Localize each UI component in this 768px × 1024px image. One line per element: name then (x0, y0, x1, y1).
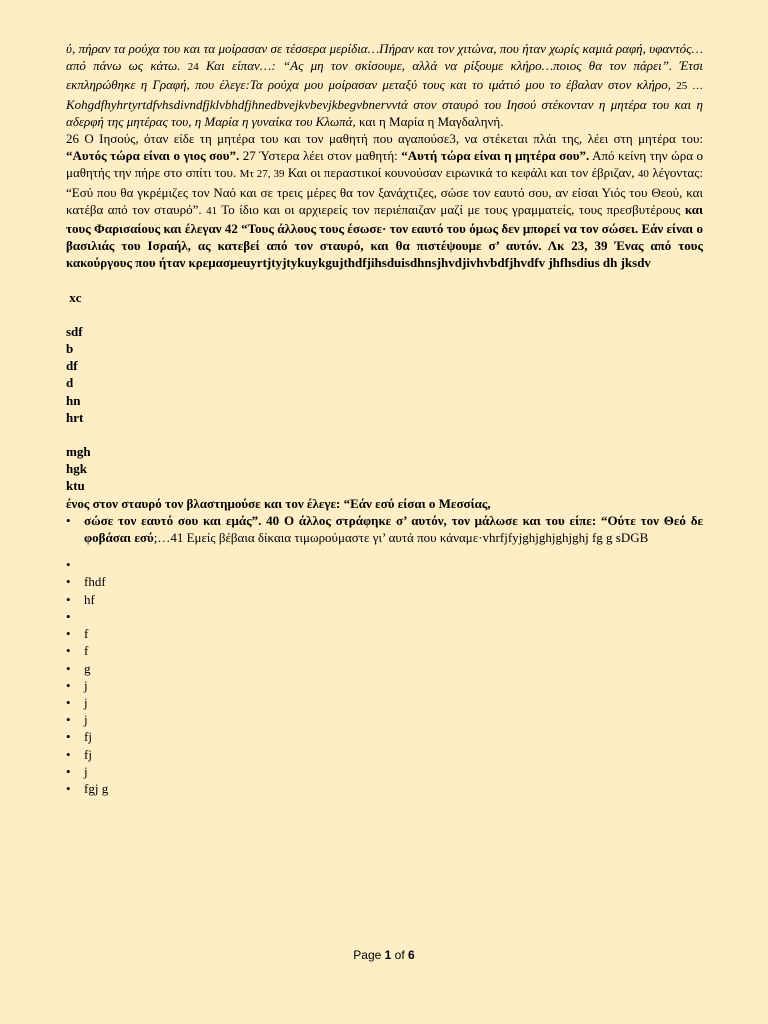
verse-number: 25 … (676, 80, 704, 93)
bullet-icon: • (66, 557, 71, 573)
list-item-text: g (84, 660, 91, 676)
bold-text-run: και τους Φαρισαίους και έλεγαν 42 “Τους άλλους τους έσωσε· τον εαυτό του όμως δεν μπορεί να τον σώσει. Εάν είναι ο βασιλιάς του Ισραήλ, ας κατεβεί από τον σταυρό, και θα πιστέψουμε σ’ αυτόν. Λκ 23, 39 Ένας από τους κακούργους που ήταν κρεμασμeuyrtjtyjtykuykgujthdfjihsduisdhnsjhvdjivhvbdfjhvdfv jhfhsdius dh jksdv (66, 201, 704, 271)
text-run: Και οι περαστικοί κουνούσαν ειρωνικά το κεφάλι και τον έβριζαν, (287, 165, 635, 181)
text-run: Και είπαν…: “Ας μη τον σκίσουμε, αλλά να ρίξουμε κλήρο…ποιος θα τον πάρει”. Έτσι εκπληρώθηκε η Γραφή, που έλεγε:Τα ρούχα μου μοίρασαν μεταξύ τους και το ιμάτιό μου το έβαλαν στον κλήρο, (66, 58, 703, 93)
list-item-text: fhdf (84, 574, 106, 590)
text-line: df (66, 358, 78, 374)
page-footer (0, 948, 768, 962)
list-item (66, 608, 703, 625)
bullet-icon: • (66, 512, 71, 528)
list-item-text: fj (84, 729, 92, 745)
list-item (66, 556, 703, 573)
blank-line (66, 306, 703, 323)
text-run: 27 Ύστερα λέει στον μαθητή: (242, 148, 398, 164)
bullet-icon: • (66, 746, 71, 762)
footer-label: Page (353, 948, 385, 962)
text-line: hrt (66, 409, 84, 425)
page-content (66, 40, 703, 797)
current-page-number: 1 (384, 948, 392, 962)
bullet-icon: • (66, 694, 71, 710)
list-item-text: fgj g (84, 780, 109, 796)
bullet-icon: • (66, 643, 71, 659)
list-item-text: fj (84, 746, 92, 762)
list-item (66, 625, 703, 642)
bullet-icon: • (66, 763, 71, 779)
text-run: ύ, πήραν τα ρούχα του και τα μοίρασαν σε τέσσερα μερίδια…Πήραν και τον χιτώνα, που ήταν χωρίς καμιά ραφή, υφαντός…από πάνω ως κάτω. (66, 41, 703, 74)
quote-bold: “Αυτή τώρα είναι η μητέρα σου”. (401, 148, 590, 164)
text-line: ένος στον σταυρό τον βλαστημούσε και τον έλεγε: “Εάν εσύ είσαι ο Μεσσίας, (66, 495, 491, 511)
bullet-icon: • (66, 712, 71, 728)
text-run: 26 Ο Ιησούς, όταν είδε τη μητέρα του και τον μαθητή που αγαπούσε3, να στέκεται πλάι της, λέει στη μητέρα του: (66, 131, 703, 147)
text-line: sdf (66, 323, 83, 339)
list-item (66, 763, 703, 780)
list-item-text: hf (84, 591, 95, 607)
footer-label: of (391, 948, 409, 962)
list-item (66, 780, 703, 797)
text-run: και η Μαρία η Μαγδαληνή. (358, 113, 504, 129)
text-line: mgh (66, 444, 91, 460)
bullet-icon: • (66, 626, 71, 642)
paragraph-2 (66, 130, 703, 272)
text-line: b (66, 341, 74, 357)
verse-number: 41 (206, 204, 218, 217)
list-item (66, 746, 703, 763)
text-run: Kohgdfhyhrtyrtdfvhsdivndfjklvbhdfjhnedbvejkvbevjkbegvbnervvtά στον σταυρό του Ιησού στέκονταν η μητέρα του και η αδερφή της μητέρας του, η Μαρία η γυναίκα του Κλωπά, (66, 96, 703, 129)
paragraph-1 (66, 40, 703, 130)
bullet-list-first (66, 512, 703, 546)
verse-number: 40 (637, 168, 649, 181)
text-run: ;…41 Εμείς βέβαια δίκαια τιμωρούμαστε γι’ αυτά που κάναμε·vhrfjfyjghjghjghjghj fg g sDGB (153, 530, 649, 546)
list-item (66, 728, 703, 745)
list-item (66, 677, 703, 694)
text-line: hgk (66, 461, 87, 477)
text-run: Από κείνη την ώρα ο μαθητής την πήρε στο σπίτι του. (66, 148, 704, 181)
bullet-list (66, 556, 703, 797)
text-line: hn (66, 392, 81, 408)
list-item-text: j (84, 677, 88, 693)
list-item (66, 642, 703, 659)
text-run: λέγοντας: “Εσύ που θα γκρέμιζες τον Ναό και σε τρεις μέρες θα τον ξανάχτιζες, σώσε τον εαυτό σου, αν είσαι Υιός του Θεού, και κατέβα από τον σταυρό”. (66, 165, 704, 217)
bullet-icon: • (66, 574, 71, 590)
list-item (66, 660, 703, 677)
bullet-icon: • (66, 729, 71, 745)
quote-bold: “Αυτός τώρα είναι ο γιος σου”. (66, 148, 240, 164)
blank-line (66, 426, 703, 443)
list-item (66, 694, 703, 711)
bullet-icon: • (66, 780, 71, 796)
list-item-text: f (84, 626, 89, 642)
list-item (66, 573, 703, 590)
list-item-text: f (84, 643, 89, 659)
text-line: xc (66, 289, 82, 305)
bullet-icon: • (66, 608, 71, 624)
verse-reference: Μτ 27, 39 (239, 168, 285, 181)
list-item (66, 512, 703, 546)
bullet-icon: • (66, 660, 71, 676)
text-line: d (66, 375, 74, 391)
bullet-icon: • (66, 677, 71, 693)
bullet-icon: • (66, 591, 71, 607)
list-item-text: j (84, 763, 88, 779)
text-line: ktu (66, 478, 85, 494)
list-item (66, 591, 703, 608)
list-item-text: j (84, 712, 88, 728)
text-run: Το ίδιο και οι αρχιερείς τον περιέπαιζαν μαζί με τους γραμματείς, τους πρεσβυτέρους (221, 201, 681, 217)
list-item-text: j (84, 694, 88, 710)
blank-line (66, 272, 703, 289)
total-pages-number: 6 (408, 948, 415, 962)
verse-number: 24 (187, 61, 199, 74)
list-item (66, 711, 703, 728)
bold-text-run: σώσε τον εαυτό σου και εμάς”. 40 Ο άλλος στράφηκε σ’ αυτόν, τον μάλωσε και του είπε: “Ούτε τον Θεό δε φοβάσαι εσύ (84, 512, 703, 546)
